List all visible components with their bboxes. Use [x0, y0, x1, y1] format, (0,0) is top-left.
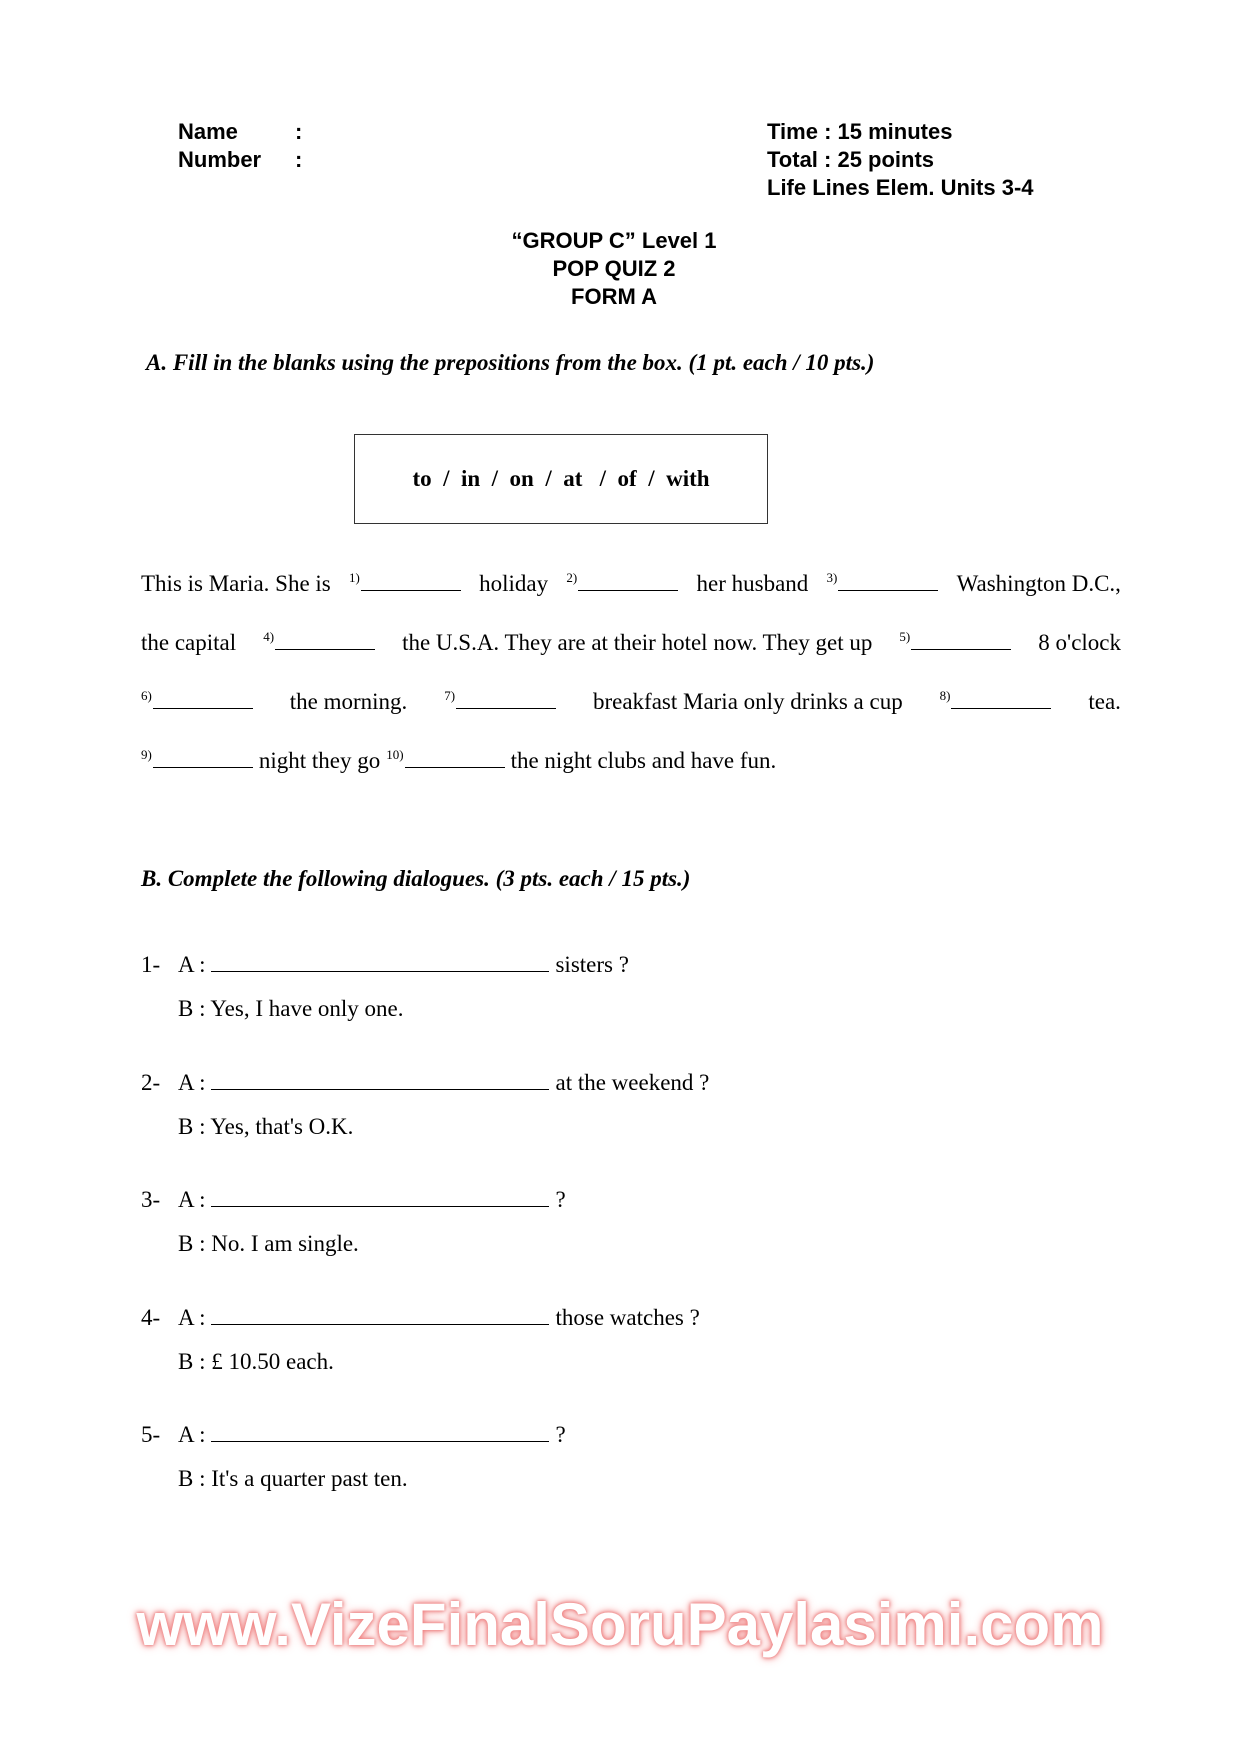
dialogue-number: 4-	[141, 1304, 161, 1330]
dialogue-a-line	[178, 1187, 566, 1213]
paragraph-line	[141, 629, 1121, 656]
blank-number: 7)	[444, 688, 456, 703]
paragraph-line	[141, 747, 1121, 774]
text: breakfast Maria only drinks a cup	[592, 689, 903, 714]
blank-number: 10)	[386, 747, 404, 762]
time-info: Time : 15 minutes	[767, 119, 953, 144]
name-colon: :	[295, 119, 303, 144]
a-tail: those watches ?	[555, 1304, 700, 1330]
blank-4[interactable]	[263, 629, 375, 656]
speaker-a: A :	[178, 1069, 206, 1095]
dialogue-a-line	[178, 1305, 700, 1331]
text: 8 o'clock	[1038, 630, 1121, 655]
speaker-a: A :	[178, 952, 206, 977]
blank-5[interactable]	[899, 629, 1011, 656]
blank-number: 1)	[349, 570, 360, 585]
text: holiday	[479, 571, 549, 596]
a-tail: ?	[555, 1422, 566, 1447]
dialogue-a-line	[178, 952, 629, 978]
text: night they go	[258, 748, 381, 773]
dialogue-b-line: B : Yes, I have only one.	[178, 996, 404, 1021]
total-info: Total : 25 points	[767, 147, 935, 172]
dialogue-b-line: B : It's a quarter past ten.	[178, 1466, 408, 1491]
number-colon: :	[295, 147, 303, 172]
a-tail: sisters ?	[555, 952, 629, 977]
answer-blank[interactable]	[211, 1071, 549, 1090]
text: the morning.	[289, 689, 408, 714]
text: tea.	[1088, 689, 1121, 714]
blank-number: 5)	[899, 629, 911, 644]
blank-number: 6)	[141, 688, 152, 703]
dialogue-a-line	[178, 1422, 566, 1448]
text: This is Maria. She is	[141, 571, 331, 596]
blank-number: 3)	[826, 570, 838, 585]
section-a-heading: A. Fill in the blanks using the prepositions from the box. (1 pt. each / 10 pts.)	[146, 350, 875, 375]
dialogue-number: 5-	[141, 1422, 161, 1447]
dialogue-a-line	[178, 1070, 709, 1096]
blank-1[interactable]	[349, 570, 461, 597]
a-tail: at the weekend ?	[555, 1069, 710, 1095]
blank-number: 9)	[141, 747, 152, 762]
text: the night clubs and have fun.	[510, 748, 777, 773]
answer-blank[interactable]	[211, 953, 549, 972]
blank-number: 8)	[939, 688, 951, 703]
blank-10[interactable]	[386, 747, 504, 774]
title-group: “GROUP C” Level 1	[511, 228, 717, 253]
book-info: Life Lines Elem. Units 3-4	[767, 175, 1034, 200]
dialogue-number: 3-	[141, 1187, 161, 1212]
blank-number: 4)	[263, 629, 275, 644]
speaker-a: A :	[178, 1304, 206, 1330]
text: her husband	[696, 571, 809, 596]
text: Washington D.C.,	[956, 571, 1121, 596]
blank-9[interactable]	[141, 747, 253, 774]
title-form: FORM A	[571, 284, 657, 309]
section-b-heading: B. Complete the following dialogues. (3 pts. each / 15 pts.)	[141, 866, 691, 891]
paragraph-line	[141, 688, 1121, 715]
blank-8[interactable]	[940, 688, 1052, 715]
answer-blank[interactable]	[211, 1306, 549, 1325]
blank-number: 2)	[566, 570, 578, 585]
paragraph-line	[141, 570, 1121, 597]
answer-blank[interactable]	[211, 1188, 549, 1207]
speaker-a: A :	[178, 1422, 206, 1447]
dialogue-b-line: B : £ 10.50 each.	[178, 1348, 334, 1374]
dialogue-b-line: B : No. I am single.	[178, 1231, 359, 1256]
answer-blank[interactable]	[211, 1423, 549, 1442]
blank-3[interactable]	[827, 570, 939, 597]
a-tail: ?	[555, 1187, 566, 1212]
name-label: Name	[178, 119, 238, 144]
blank-7[interactable]	[444, 688, 556, 715]
blank-6[interactable]	[141, 688, 253, 715]
text: the capital	[141, 630, 237, 655]
number-label: Number	[178, 147, 262, 172]
text: the U.S.A. They are at their hotel now. They get up	[402, 630, 873, 655]
dialogue-b-line: B : Yes, that's O.K.	[178, 1113, 354, 1139]
dialogue-number: 1-	[141, 952, 161, 977]
blank-2[interactable]	[566, 570, 678, 597]
speaker-a: A :	[178, 1187, 206, 1212]
dialogue-number: 2-	[141, 1069, 161, 1095]
title-quiz: POP QUIZ 2	[552, 256, 676, 281]
watermark: www.VizeFinalSoruPaylasimi.com	[136, 1591, 1104, 1658]
prepositions-box: to / in / on / at / of / with	[354, 434, 768, 524]
